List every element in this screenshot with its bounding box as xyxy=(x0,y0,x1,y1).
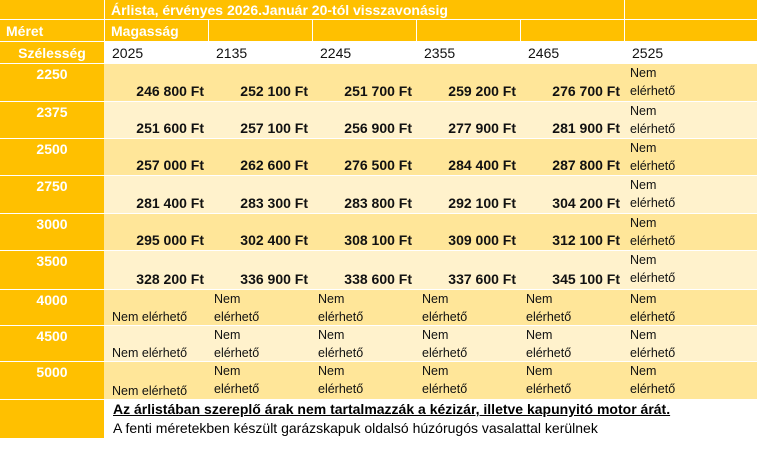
title-empty-cell xyxy=(624,0,757,20)
not-available-cell xyxy=(416,326,520,362)
price-cell: 308 100 Ft xyxy=(312,214,416,251)
height-header-2245: 2245 xyxy=(312,42,416,64)
na-line-1: Nem xyxy=(630,253,657,267)
not-available-cell xyxy=(208,290,312,326)
na-line-1: Nem xyxy=(630,328,657,342)
price-cell: 304 200 Ft xyxy=(520,176,624,214)
header-empty-cell xyxy=(416,20,520,42)
na-line-1: Nem xyxy=(526,364,553,378)
na-line-2: elérhető xyxy=(318,346,364,360)
not-available-cell: Nem elérhető xyxy=(104,290,208,326)
price-cell: 252 100 Ft xyxy=(208,64,312,102)
na-line-2: elérhető xyxy=(526,346,572,360)
note-exclusions: Az árlistában szereplő árak nem tartalmazzák a kézizár, illetve kapunyitó motor árát. xyxy=(104,400,757,419)
na-line-1: Nem xyxy=(422,328,449,342)
szelesseg-label: Szélesség xyxy=(0,42,104,64)
note-hardware: A fenti méretekben készült garázskapuk oldalsó húzórugós vasalattal kerülnek xyxy=(104,419,757,438)
not-available-cell xyxy=(624,139,757,176)
header-empty-cell xyxy=(520,20,624,42)
not-available-cell xyxy=(208,326,312,362)
na-line-1: Nem xyxy=(630,364,657,378)
not-available-cell: Nem elérhető xyxy=(104,326,208,362)
price-cell: 309 000 Ft xyxy=(416,214,520,251)
not-available-cell xyxy=(624,176,757,214)
price-cell: 257 100 Ft xyxy=(208,102,312,139)
price-cell: 312 100 Ft xyxy=(520,214,624,251)
meret-label: Méret xyxy=(0,20,104,42)
not-available-cell xyxy=(624,214,757,251)
na-line-2: elérhető xyxy=(630,382,676,396)
price-cell: 281 900 Ft xyxy=(520,102,624,139)
na-line-2: elérhető xyxy=(526,382,572,396)
not-available-cell xyxy=(312,362,416,400)
na-line-1: Nem xyxy=(422,364,449,378)
price-cell: 287 800 Ft xyxy=(520,139,624,176)
na-line-2: elérhető xyxy=(630,271,676,285)
price-cell: 256 900 Ft xyxy=(312,102,416,139)
na-line-1: Nem xyxy=(630,66,657,80)
na-line-1: Nem xyxy=(630,178,657,192)
price-cell: 283 300 Ft xyxy=(208,176,312,214)
price-cell: 338 600 Ft xyxy=(312,251,416,290)
na-line-1: Nem xyxy=(630,104,657,118)
not-available-cell xyxy=(312,290,416,326)
na-line-2: elérhető xyxy=(422,346,468,360)
not-available-cell xyxy=(416,362,520,400)
na-line-2: elérhető xyxy=(630,84,676,98)
not-available-cell xyxy=(416,290,520,326)
price-cell: 262 600 Ft xyxy=(208,139,312,176)
na-line-2: elérhető xyxy=(214,346,260,360)
na-line-1: Nem xyxy=(318,292,345,306)
price-cell: 295 000 Ft xyxy=(104,214,208,251)
na-line-2: elérhető xyxy=(630,159,676,173)
na-line-2: elérhető xyxy=(630,122,676,136)
width-label: 2500 xyxy=(0,139,104,176)
na-line-2: elérhető xyxy=(214,310,260,324)
price-cell: 337 600 Ft xyxy=(416,251,520,290)
price-cell: 281 400 Ft xyxy=(104,176,208,214)
price-cell: 277 900 Ft xyxy=(416,102,520,139)
na-line-1: Nem xyxy=(318,328,345,342)
na-line-2: elérhető xyxy=(214,382,260,396)
price-cell: 257 000 Ft xyxy=(104,139,208,176)
price-cell: 276 700 Ft xyxy=(520,64,624,102)
not-available-cell xyxy=(624,362,757,400)
na-line-2: elérhető xyxy=(318,382,364,396)
na-line-1: Nem xyxy=(526,328,553,342)
height-header-2135: 2135 xyxy=(208,42,312,64)
not-available-cell xyxy=(520,362,624,400)
width-label: 3500 xyxy=(0,251,104,290)
width-label: 4000 xyxy=(0,290,104,326)
not-available-cell xyxy=(624,326,757,362)
not-available-cell xyxy=(624,64,757,102)
na-line-2: elérhető xyxy=(630,310,676,324)
not-available-cell: Nem elérhető xyxy=(104,362,208,400)
magassag-label: Magasság xyxy=(104,20,208,42)
price-cell: 328 200 Ft xyxy=(104,251,208,290)
width-label: 4500 xyxy=(0,326,104,362)
price-cell: 276 500 Ft xyxy=(312,139,416,176)
price-cell: 283 800 Ft xyxy=(312,176,416,214)
na-line-1: Nem xyxy=(214,364,241,378)
na-line-1: Nem xyxy=(318,364,345,378)
not-available-cell xyxy=(520,290,624,326)
price-cell: 336 900 Ft xyxy=(208,251,312,290)
na-line-2: elérhető xyxy=(526,310,572,324)
na-line-2: elérhető xyxy=(630,196,676,210)
na-line-1: Nem xyxy=(526,292,553,306)
price-cell: 302 400 Ft xyxy=(208,214,312,251)
na-line-1: Nem xyxy=(630,292,657,306)
width-label: 2250 xyxy=(0,64,104,102)
price-list-title: Árlista, érvényes 2026.Január 20-tól visszavonásig xyxy=(104,0,624,20)
not-available-cell xyxy=(624,251,757,290)
width-label: 2375 xyxy=(0,102,104,139)
na-line-2: elérhető xyxy=(318,310,364,324)
header-empty-cell xyxy=(624,20,757,42)
corner-cell xyxy=(0,0,104,20)
price-cell: 251 600 Ft xyxy=(104,102,208,139)
height-header-2465: 2465 xyxy=(520,42,624,64)
width-label: 2750 xyxy=(0,176,104,214)
not-available-cell xyxy=(208,362,312,400)
price-cell: 259 200 Ft xyxy=(416,64,520,102)
price-cell: 292 100 Ft xyxy=(416,176,520,214)
header-empty-cell xyxy=(208,20,312,42)
header-empty-cell xyxy=(312,20,416,42)
na-line-1: Nem xyxy=(214,292,241,306)
notes-side-cell xyxy=(0,400,104,438)
not-available-cell xyxy=(312,326,416,362)
height-header-2525: 2525 xyxy=(624,42,757,64)
price-cell: 251 700 Ft xyxy=(312,64,416,102)
height-header-2025: 2025 xyxy=(104,42,208,64)
price-cell: 246 800 Ft xyxy=(104,64,208,102)
na-line-2: elérhető xyxy=(422,382,468,396)
not-available-cell xyxy=(624,102,757,139)
na-line-1: Nem xyxy=(630,216,657,230)
width-label: 5000 xyxy=(0,362,104,400)
not-available-cell xyxy=(520,326,624,362)
height-header-2355: 2355 xyxy=(416,42,520,64)
na-line-2: elérhető xyxy=(630,346,676,360)
na-line-2: elérhető xyxy=(630,234,676,248)
na-line-1: Nem xyxy=(214,328,241,342)
na-line-2: elérhető xyxy=(422,310,468,324)
width-label: 3000 xyxy=(0,214,104,251)
na-line-1: Nem xyxy=(422,292,449,306)
price-cell: 284 400 Ft xyxy=(416,139,520,176)
not-available-cell xyxy=(624,290,757,326)
price-cell: 345 100 Ft xyxy=(520,251,624,290)
na-line-1: Nem xyxy=(630,141,657,155)
